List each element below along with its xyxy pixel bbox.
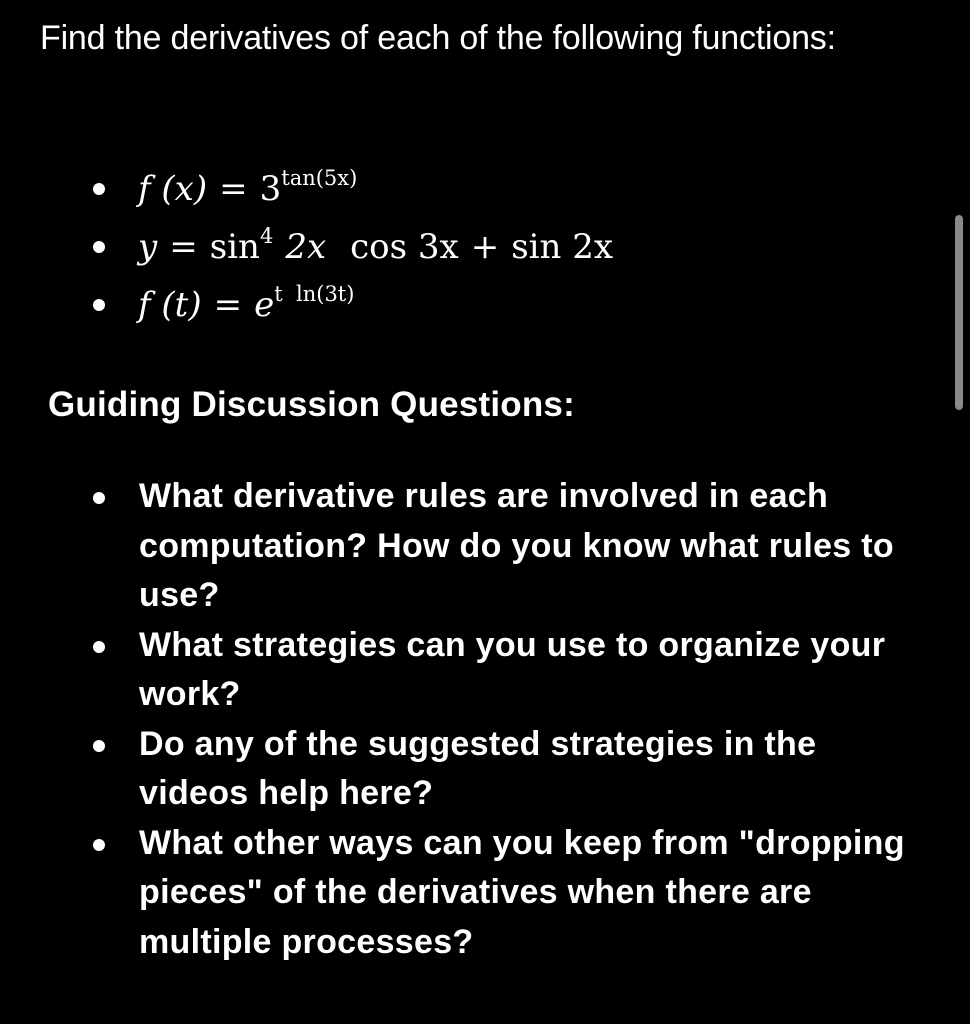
bullet-icon	[93, 839, 105, 851]
function-power: 4	[259, 224, 274, 248]
question-item	[0, 621, 929, 720]
function-base: e	[254, 285, 275, 325]
question-item	[0, 819, 929, 968]
function-list	[0, 160, 613, 334]
question-text: What derivative rules are involved in each computation? How do you know what rules to use?	[139, 477, 894, 614]
function-base: 3	[259, 169, 282, 209]
bullet-icon	[93, 299, 105, 311]
bullet-icon	[93, 183, 105, 195]
function-term: cos 3x	[350, 227, 459, 267]
equals-sign: =	[169, 227, 198, 267]
section-heading: Guiding Discussion Questions:	[48, 385, 575, 424]
question-item	[0, 720, 929, 819]
function-term: sin 2x	[511, 227, 614, 267]
plus-sign: +	[470, 227, 500, 267]
vertical-scrollbar[interactable]	[955, 215, 963, 410]
bullet-icon	[93, 241, 105, 253]
function-item	[0, 218, 613, 276]
equals-sign: =	[213, 285, 243, 325]
question-text: What other ways can you keep from "dropping pieces" of the derivatives when there are multiple processes?	[139, 823, 905, 961]
question-item	[0, 472, 929, 621]
function-item	[0, 160, 613, 218]
bullet-icon	[93, 492, 105, 504]
function-lhs: f (t)	[138, 285, 202, 325]
function-exponent: t ln(3t)	[274, 282, 355, 306]
function-term: sin	[209, 227, 260, 267]
function-item	[0, 276, 613, 334]
question-text: Do any of the suggested strategies in the videos help here?	[139, 724, 817, 812]
question-text: What strategies can you use to organize your work?	[139, 625, 886, 713]
function-exponent: tan(5x)	[281, 166, 358, 190]
bullet-icon	[93, 740, 105, 752]
question-list	[0, 472, 930, 967]
bullet-icon	[93, 641, 105, 653]
function-argument: 2x	[285, 227, 327, 267]
intro-text: Find the derivatives of each of the following functions:	[40, 19, 836, 57]
equals-sign: =	[219, 169, 248, 209]
function-lhs: y	[138, 227, 158, 267]
function-lhs: f (x)	[138, 169, 208, 209]
